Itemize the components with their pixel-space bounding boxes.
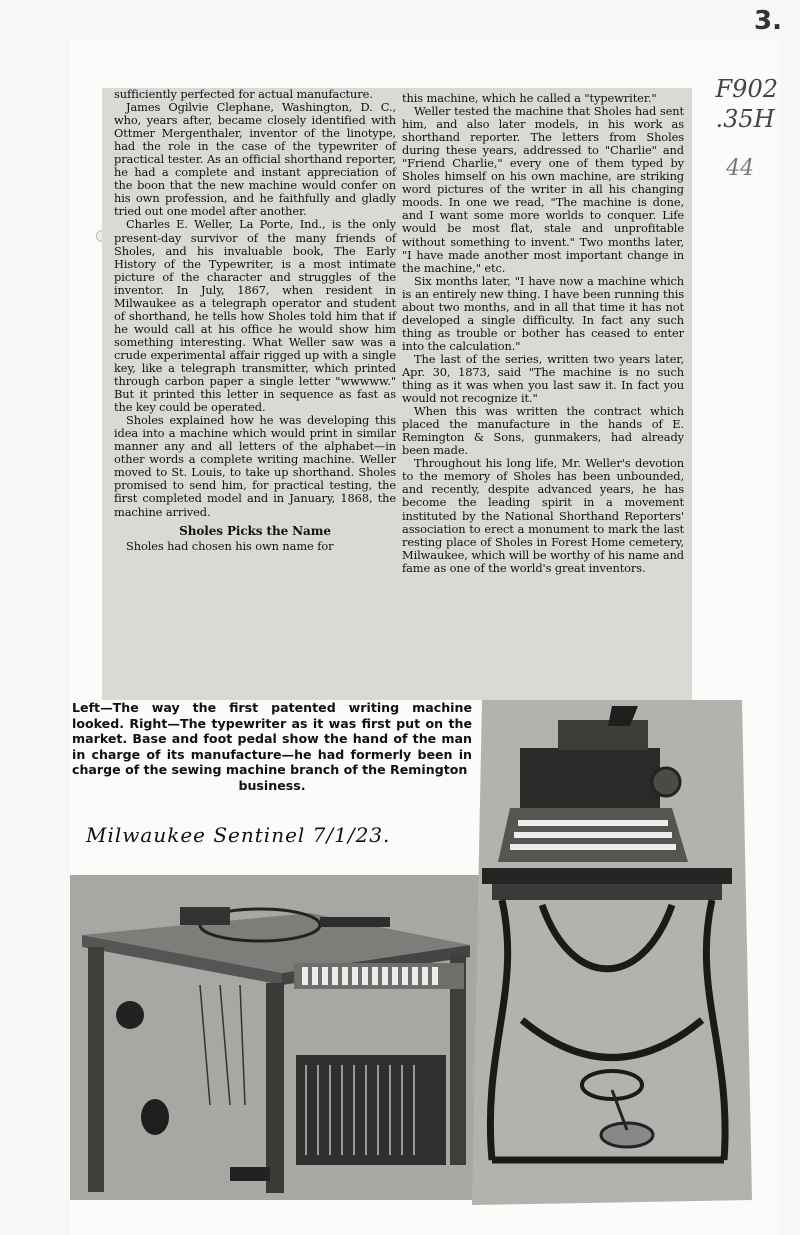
weight bbox=[141, 1099, 169, 1135]
paragraph: Charles E. Weller, La Porte, Ind., is the only present-day survivor of the many friends of Sholes, and his invaluable book, The Early History of the Typewriter, is a most intimate picture of the character and struggles of the inventor. In July, 1867, when resident in Milwaukee as a telegraph operator and student of shorthand, he tells how Sholes told him that if he would call at his office he would show him something interesting. What Weller saw was a crude experimental affair rigged up with a single key, like a telegraph transmitter, which printed through carbon paper a single letter "wwwww." But it printed this letter in sequence as fast as the key could be operated. bbox=[114, 217, 396, 415]
mechanism bbox=[180, 907, 230, 925]
paragraph: When this was written the contract which placed the manufacture in the hands of E. Remington & Sons, gunmakers, had already been made. bbox=[402, 404, 684, 458]
photo-caption bbox=[72, 700, 472, 820]
keyboard bbox=[294, 963, 464, 989]
stand-top bbox=[482, 868, 732, 884]
first-writing-machine-photo bbox=[70, 855, 480, 1200]
stand-apron bbox=[492, 884, 722, 900]
foot-block bbox=[230, 1167, 270, 1181]
call-number-line2: .35H bbox=[715, 105, 775, 133]
typewriter-wheel bbox=[652, 768, 680, 796]
mechanism bbox=[320, 917, 390, 927]
typewriter-body bbox=[520, 748, 660, 808]
paragraph: Sholes explained how he was developing this idea into a machine which would print in similar manner any and all letters of the alphabet—in other words a complete writing machine. Weller moved to St. Louis, to take up shorthand. Sholes promised to send him, for practical testing, the first completed model and in January, 1868, the machine arrived. bbox=[114, 413, 396, 519]
call-number-line1: F902 bbox=[715, 75, 778, 103]
weight bbox=[116, 1001, 144, 1029]
call-number bbox=[716, 74, 778, 134]
newspaper-source-note: Milwaukee Sentinel 7/1/23. bbox=[86, 823, 391, 847]
article-clipping bbox=[102, 88, 692, 700]
typewriter-keys bbox=[510, 820, 676, 850]
page-number: 3. bbox=[754, 6, 782, 36]
right-column bbox=[402, 92, 684, 575]
paragraph: Throughout his long life, Mr. Weller's devotion to the memory of Sholes has been unbounded, and recently, despite advanced years, he has become the leading spirit in a movement instituted by the National Shorthand Reporters' association to erect a monument to mark the last resting place of Sholes in Forest Home cemetery, Milwaukee, which will be worthy of his name and fame as one of the world's great inventors. bbox=[402, 456, 684, 575]
paragraph: Weller tested the machine that Sholes had sent him, and also later models, in his work as shorthand reporter. The letters from Sholes during these years, addressed to "Charlie" and "Friend Charlie," every one of them typed by Sholes himself on his own machine, are striking word pictures of the writer in all his changing moods. In one we read, "The machine is done, and I want some more worlds to conquer. Life would be most flat, stale and unprofitable without something to invent." Two months later, "I have made another most important change in the machine," etc. bbox=[402, 104, 684, 275]
paragraph: Sholes had chosen his own name for bbox=[126, 538, 334, 553]
table-leg bbox=[266, 983, 284, 1193]
caption-last-line: business. bbox=[238, 777, 306, 793]
typewriter-on-stand-photo bbox=[462, 690, 762, 1210]
paragraph: sufficiently perfected for actual manufacture. bbox=[114, 87, 373, 101]
caption-text: Left—The way the first patented writing machine looked. Right—The typewriter as it was first put on the market. Base and foot pedal show the hand of the man in charge of its manufacture—he had formerly been in charge of the sewing machine branch of the Remington bbox=[72, 700, 472, 778]
typewriter-top bbox=[558, 720, 648, 750]
paragraph: Six months later, "I have now a machine which is an entirely new thing. I have been running this about two months, and in all that time it has not developed a single difficulty. In fact any such thing as trouble or bother has ceased to enter into the calculation." bbox=[402, 273, 684, 353]
handwritten-note: 44 bbox=[726, 156, 754, 181]
paragraph: this machine, which he called a "typewriter." bbox=[402, 91, 657, 105]
subheading: Sholes Picks the Name bbox=[179, 523, 331, 538]
paragraph: James Ogilvie Clephane, Washington, D. C., who, years after, became closely identified with Ottmer Mergenthaler, inventor of the linotype, had the role in the case of the typewriter of practical tester. As an official shorthand reporter, he had a complete and instant appreciation of the boon that the new machine would confer on his own profession, and he faithfully and gladly tried out one model after another. bbox=[114, 100, 396, 219]
paragraph: The last of the series, written two years later, Apr. 30, 1873, said "The machine is no such thing as it was when you last saw it. In fact you would not recognize it." bbox=[402, 351, 684, 406]
table-leg bbox=[88, 947, 104, 1192]
left-column bbox=[114, 88, 396, 553]
